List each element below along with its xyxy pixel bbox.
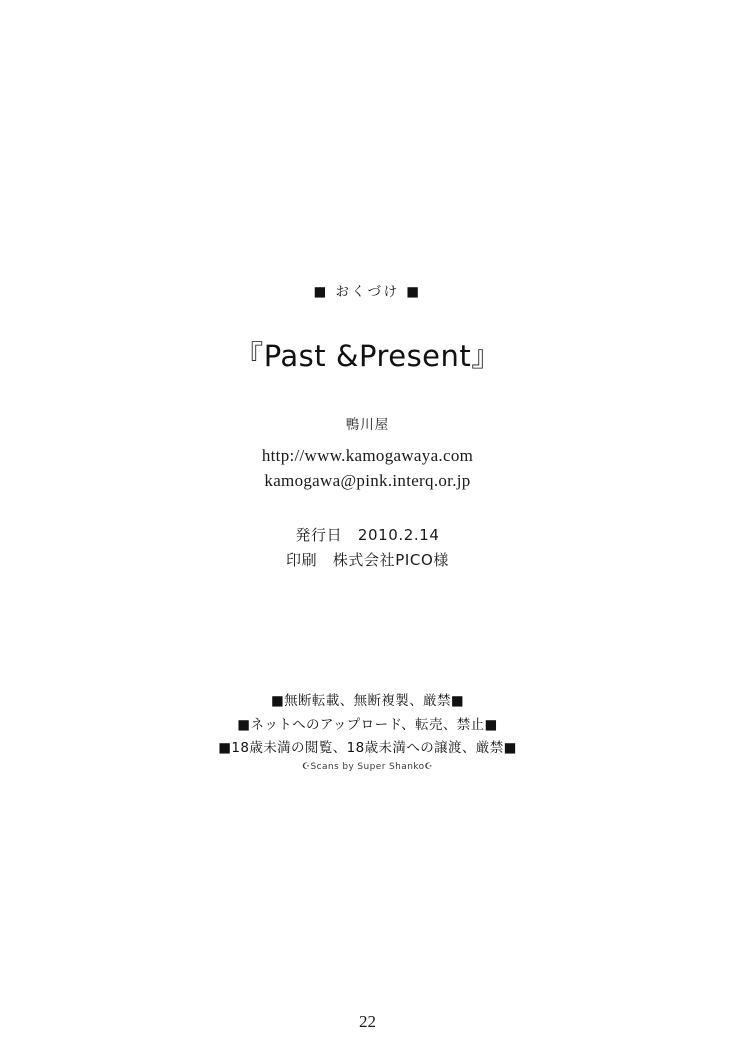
publication-date: 発行日 2010.2.14 <box>295 526 440 545</box>
colophon-block <box>0 280 735 573</box>
notice-age-restriction: ■18歳未満の閲覧、18歳未満への譲渡、厳禁■ <box>218 740 517 757</box>
circle-name: 鴨川屋 <box>345 417 390 433</box>
notice-no-reprint: ■無断転載、無断複製、厳禁■ <box>270 693 465 709</box>
colophon-heading: ■ おくづけ ■ <box>313 284 422 300</box>
email-address[interactable]: kamogawa@pink.interq.or.jp <box>264 470 471 490</box>
scan-credit: ☪Scans by Super Shanko☪ <box>302 761 433 772</box>
page-number: 22 <box>359 1012 376 1031</box>
notice-no-upload: ■ネットへのアップロード、転売、禁止■ <box>237 716 498 733</box>
printer-name: 印刷 株式会社PICO様 <box>286 551 449 570</box>
legal-notices-block <box>0 690 735 772</box>
contact-block <box>0 413 735 493</box>
website-url[interactable]: http://www.kamogawaya.com <box>261 446 474 465</box>
work-title: 『Past &Present』 <box>234 339 501 373</box>
publication-block <box>0 523 735 573</box>
